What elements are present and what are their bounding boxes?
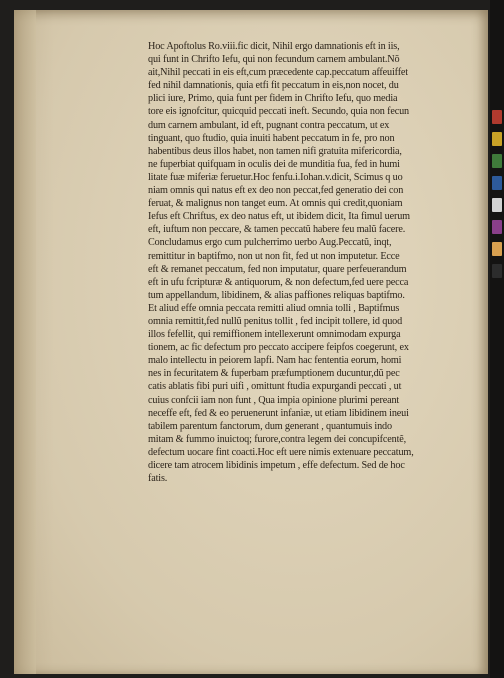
color-patch (492, 264, 502, 278)
text-line: tinguant, quo ftudio, quia inuiti habent peccatum in fe, pro non (148, 132, 395, 144)
text-line: illos fefellit, qui remiffionem intellexerunt omnimodam expurga (148, 329, 401, 341)
text-line: feruat, & malignus non tanget eum. At omnis qui credit,quoniam (148, 198, 403, 210)
text-line: Iefus eft Chriftus, ex deo natus eft, ut ibidem dicit, Ita fimul uerum (148, 211, 410, 223)
text-line: Hoc Apoftolus Ro.viii.fic dicit, Nihil ergo damnationis eft in iis, (148, 41, 400, 52)
text-line: Et aliud effe omnia peccata remitti aliud omnia tolli , Baptifmus (148, 302, 400, 314)
text-line: fed nihil damnationis, quia etfi fit peccatum in eis,non nocet, du (148, 80, 399, 92)
text-line: habentibus deus illos habet, non tamen nifi gratuita mifericordia, (148, 145, 402, 157)
text-line: remittitur in baptifmo, non ut non fit, fed ut non imputetur. Ecce (148, 250, 400, 262)
text-line: plici iure, Primo, quia funt per fidem in Chrifto Iefu, quo media (148, 93, 398, 105)
text-line: fatis. (148, 473, 168, 485)
text-line: omnia remittit,fed nullũ penitus tollit , fed incipit tollere, id quod (148, 315, 403, 327)
text-line: defectum uocare fint coacti.Hoc eft uere nimis extenuare peccatum, (148, 446, 414, 458)
text-line: eft, iuftum non peccare, & tamen peccatũ habere feu malũ facere. (148, 224, 406, 236)
color-patch (492, 220, 502, 234)
text-line: mitam & fummo inuictoq; furore,contra legem dei concupifcentẽ, (148, 433, 407, 445)
text-line: qui funt in Chrifto Iefu, qui non fecundum carnem ambulant.Nõ (148, 54, 400, 66)
text-line: tum appellandum, libidinem, & alias paffiones reliquas baptifmo. (148, 289, 405, 301)
text-line: cuius confcii iam non funt , Qua impia opinione plurimi pereant (148, 394, 400, 406)
text-line: catis ablatis fibi puri uifi , omittunt ftudia expurgandi peccati , ut (148, 381, 402, 393)
color-patch (492, 154, 502, 168)
text-line: eft & remanet peccatum, fed non imputatur, quare perfeuerandum (148, 263, 407, 275)
color-patch (492, 110, 502, 124)
text-line: ait,Nihil peccati in eis eft,cum præcedente cap.peccatum affeuiffet (148, 67, 408, 79)
text-line: dicere tam atrocem libidinis impetum , effe defectum. Sed de hoc (148, 460, 405, 471)
color-calibration-strip (490, 0, 504, 678)
page-text (148, 40, 468, 485)
text-line: eft in ufu fcripturæ & antiquorum, & non defectum,fed uere pecca (148, 276, 409, 288)
text-line: nes in fecuritatem & fuperbam præfumptionem ducuntur,dũ pec (148, 368, 400, 380)
color-patch (492, 132, 502, 146)
text-line: niam omnis qui natus eft ex deo non peccat,fed generatio dei con (148, 185, 404, 197)
text-line: tabilem parentum fanctorum, dum generant , quantumuis indo (148, 420, 392, 432)
text-line: dum carnem ambulant, id eft, pugnant contra peccatum, ut ex (148, 119, 390, 131)
color-patch (492, 242, 502, 256)
text-line: malo intellectu in peiorem lapfi. Nam hac fententia eorum, homi (148, 355, 402, 367)
text-line: ne fuperbiat quifquam in oculis dei de munditia fua, fed in humi (148, 158, 400, 170)
text-line: tionem, ac fic defectum pro peccato accipere feipfos coegerunt, ex (148, 342, 409, 354)
text-line: neceffe eft, fed & eo peruenerunt infaniæ, ut etiam libidinem ineui (148, 407, 409, 419)
color-patch (492, 176, 502, 190)
text-line: Concludamus ergo cum pulcherrimo uerbo Aug.Peccatũ, inqt, (148, 237, 392, 249)
text-line: tore eis ignofcitur, quicquid peccati ineft. Secundo, quia non fecun (148, 106, 409, 118)
color-patch (492, 198, 502, 212)
page-gutter (14, 10, 36, 674)
text-line: litate fuæ miferiæ feruetur.Hoc fenfu.i.Iohan.v.dicit, Scimus q uo (148, 171, 403, 183)
